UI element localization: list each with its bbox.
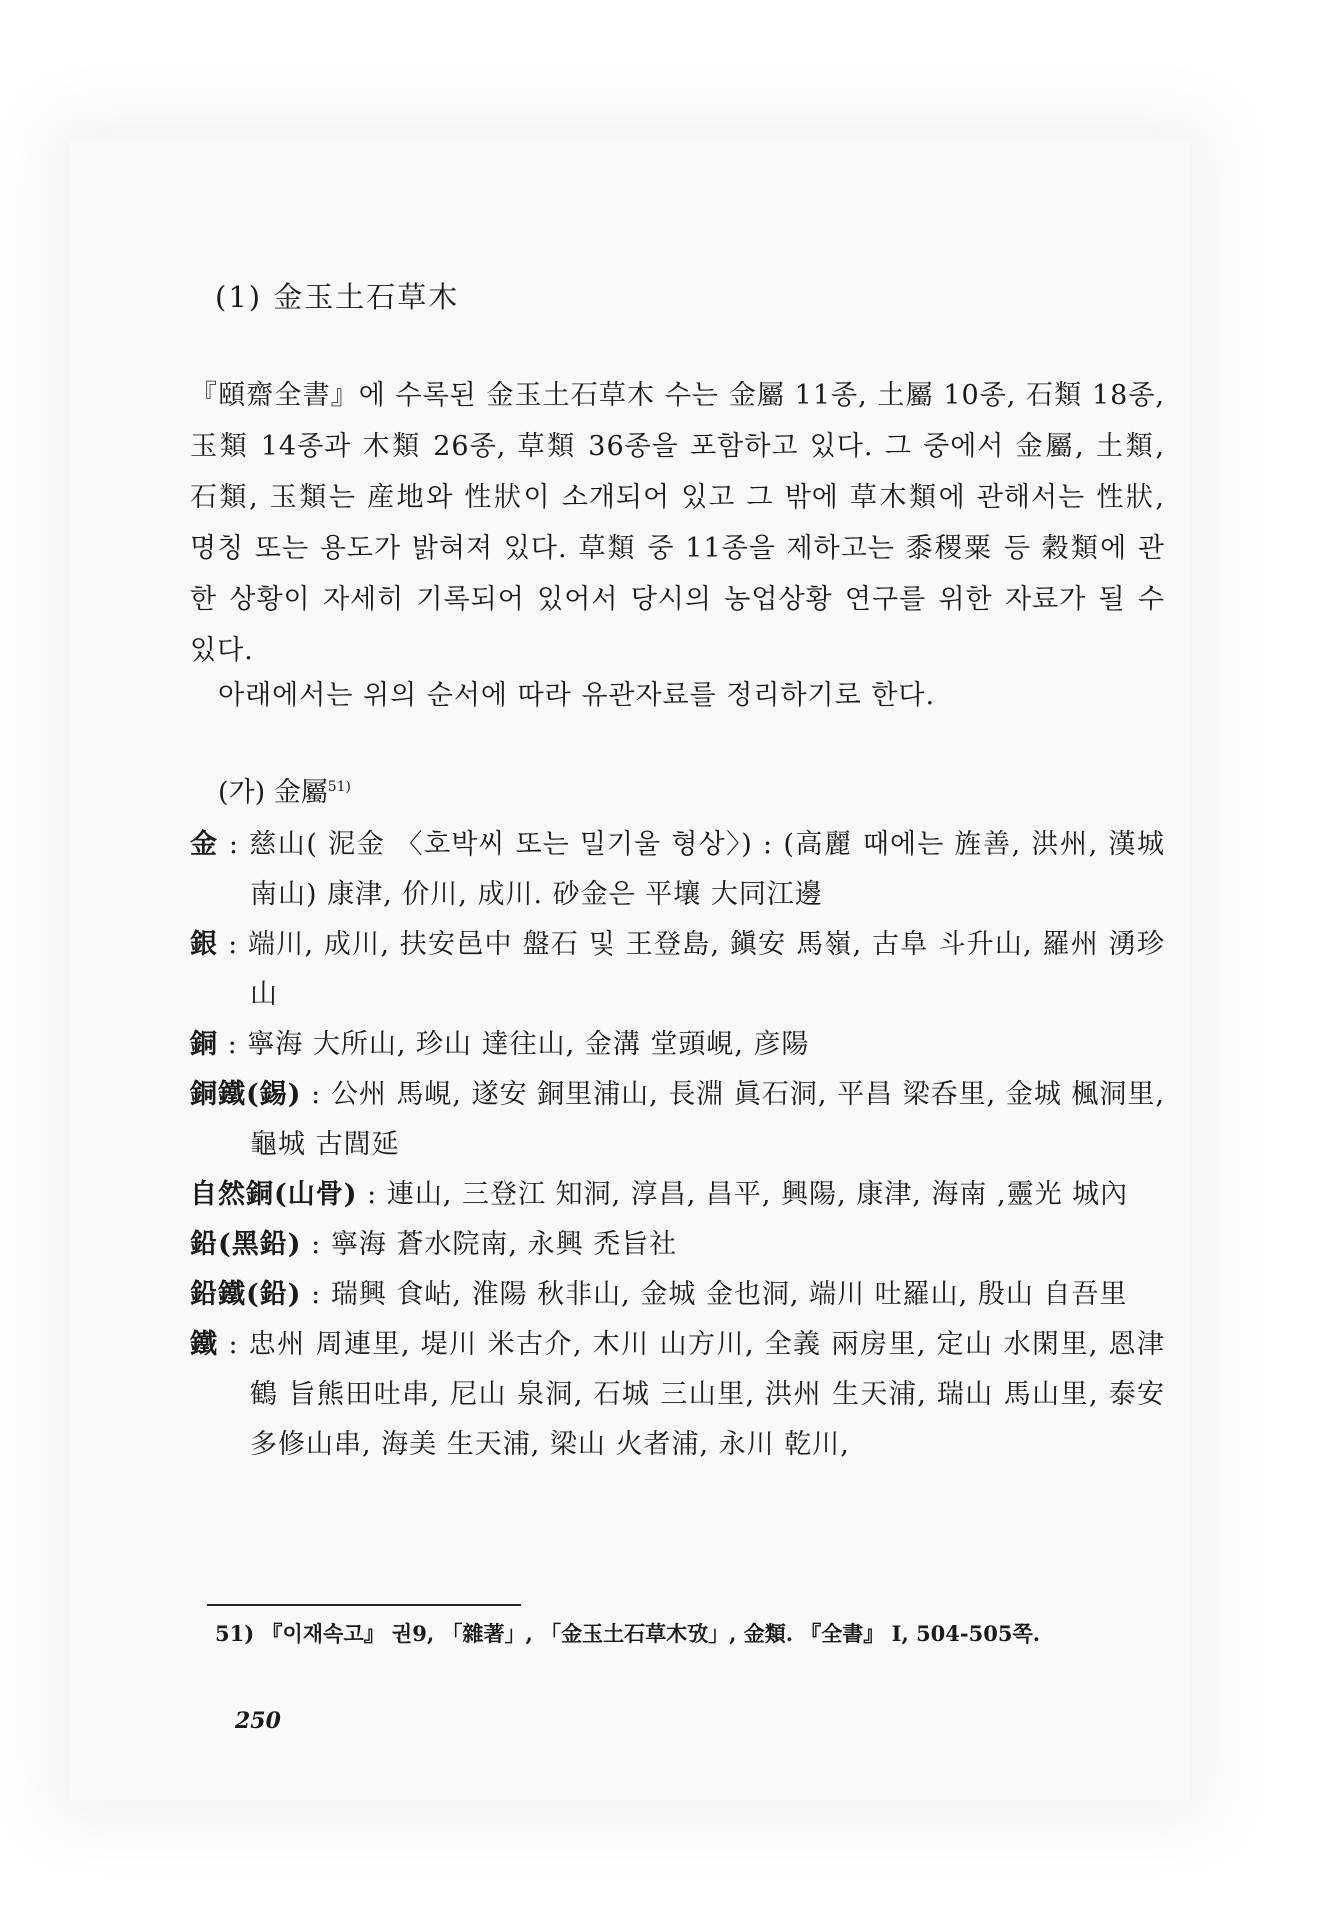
footnote: 51) 『이재속고』 권9, 「雜著」, 「金玉土石草木攷」, 金類. 『全書』 I, 504-505쪽. [215, 1621, 1041, 1646]
page-number: 250 [235, 1708, 281, 1734]
entry-term: 自然銅(山骨) [190, 1179, 358, 1210]
entry-copper-iron: 銅鐵(錫) : 公州 馬峴, 遂安 銅里浦山, 長淵 眞石洞, 平昌 梁呑里, 金城 楓洞里, 龜城 古閭延 [190, 1079, 1165, 1160]
entry-natural-copper: 自然銅(山骨) : 連山, 三登江 知洞, 淳昌, 昌平, 興陽, 康津, 海南 ,靈光 城內 [190, 1179, 1129, 1210]
entry-lead-iron: 鉛鐵(鉛) : 瑞興 食岾, 淮陽 秋非山, 金城 金也洞, 端川 吐羅山, 殷山 自吾里 [190, 1279, 1128, 1310]
entry-text: 公州 馬峴, 遂安 銅里浦山, 長淵 眞石洞, 平昌 梁呑里, 金城 楓洞里, 龜城 古閭延 [250, 1079, 1165, 1160]
metal-entries-list [190, 820, 1165, 1470]
entry-silver: 銀 : 端川, 成川, 扶安邑中 盤石 및 王登島, 鎭安 馬嶺, 古阜 斗升山, 羅州 湧珍山 [190, 929, 1166, 1010]
entry-text: 端川, 成川, 扶安邑中 盤石 및 王登島, 鎭安 馬嶺, 古阜 斗升山, 羅州 湧珍山 [248, 929, 1166, 1010]
paragraph-intro: 『頤齋全書』에 수록된 金玉土石草木 수는 金屬 11종, 土屬 10종, 石類 18종, 玉類 14종과 木類 26종, 草類 36종을 포함하고 있다. 그 중에서 金屬, 土類, 石類, 玉類는 産地와 性狀이 소개되어 있고 그 밖에 草木類에 관해서는 性狀, 명칭 또는 용도가 밝혀져 있다. 草類 중 11종을 제하고는 黍稷粟 등 穀類에 관한 상황이 자세히 기록되어 있어서 당시의 농업상황 연구를 위한 자료가 될 수 있다. [190, 380, 1165, 666]
entry-text: 忠州 周連里, 堤川 米古介, 木川 山方川, 全義 兩房里, 定山 水閑里, 恩津鶴 旨熊田吐串, 尼山 泉洞, 石城 三山里, 洪州 生天浦, 瑞山 馬山里, 泰安 多修山串, 海美 生天浦, 梁山 火者浦, 永川 乾川, [248, 1329, 1165, 1460]
entry-iron: 鐵 : 忠州 周連里, 堤川 米古介, 木川 山方川, 全義 兩房里, 定山 水閑里, 恩津鶴 旨熊田吐串, 尼山 泉洞, 石城 三山里, 洪州 生天浦, 瑞山 馬山里, 泰安 多修山串, 海美 生天浦, 梁山 火者浦, 永川 乾川, [190, 1329, 1165, 1460]
entry-term: 金 [190, 829, 219, 860]
subsection-title-text: (가) 金屬 [218, 777, 328, 808]
entry-term: 銅鐵(錫) [190, 1079, 302, 1110]
subsection-title [218, 770, 351, 809]
entry-text: 瑞興 食岾, 淮陽 秋非山, 金城 金也洞, 端川 吐羅山, 殷山 自吾里 [330, 1279, 1128, 1310]
entry-term: 銅 [190, 1029, 218, 1060]
entry-term: 鐵 [190, 1329, 219, 1360]
entry-term: 鉛(黑鉛) [190, 1229, 302, 1260]
footnote-divider [207, 1604, 521, 1606]
paragraph-order: 아래에서는 위의 순서에 따라 유관자료를 정리하기로 한다. [218, 680, 936, 711]
entry-text: 連山, 三登江 知洞, 淳昌, 昌平, 興陽, 康津, 海南 ,靈光 城內 [386, 1179, 1129, 1210]
entry-text: 慈山( 泥金 〈호박씨 또는 밀기울 형상〉) : (高麗 때에는 旌善, 洪州, 漢城南山) 康津, 价川, 成川. 砂金은 平壤 大同江邊 [249, 829, 1166, 910]
entry-copper: 銅 : 寧海 大所山, 珍山 達往山, 金溝 堂頭峴, 彦陽 [190, 1029, 810, 1060]
section-title: (1) 金玉土石草木 [215, 280, 460, 314]
entry-lead: 鉛(黑鉛) : 寧海 蒼水院南, 永興 禿旨社 [190, 1229, 678, 1260]
entry-text: 寧海 蒼水院南, 永興 禿旨社 [330, 1229, 678, 1260]
footnote-ref: 51) [327, 779, 352, 795]
entry-text: 寧海 大所山, 珍山 達往山, 金溝 堂頭峴, 彦陽 [247, 1029, 810, 1060]
entry-term: 銀 [190, 929, 219, 960]
entry-term: 鉛鐵(鉛) [190, 1279, 302, 1310]
entry-gold: 金 : 慈山( 泥金 〈호박씨 또는 밀기울 형상〉) : (高麗 때에는 旌善, 洪州, 漢城南山) 康津, 价川, 成川. 砂金은 平壤 大同江邊 [190, 829, 1166, 910]
